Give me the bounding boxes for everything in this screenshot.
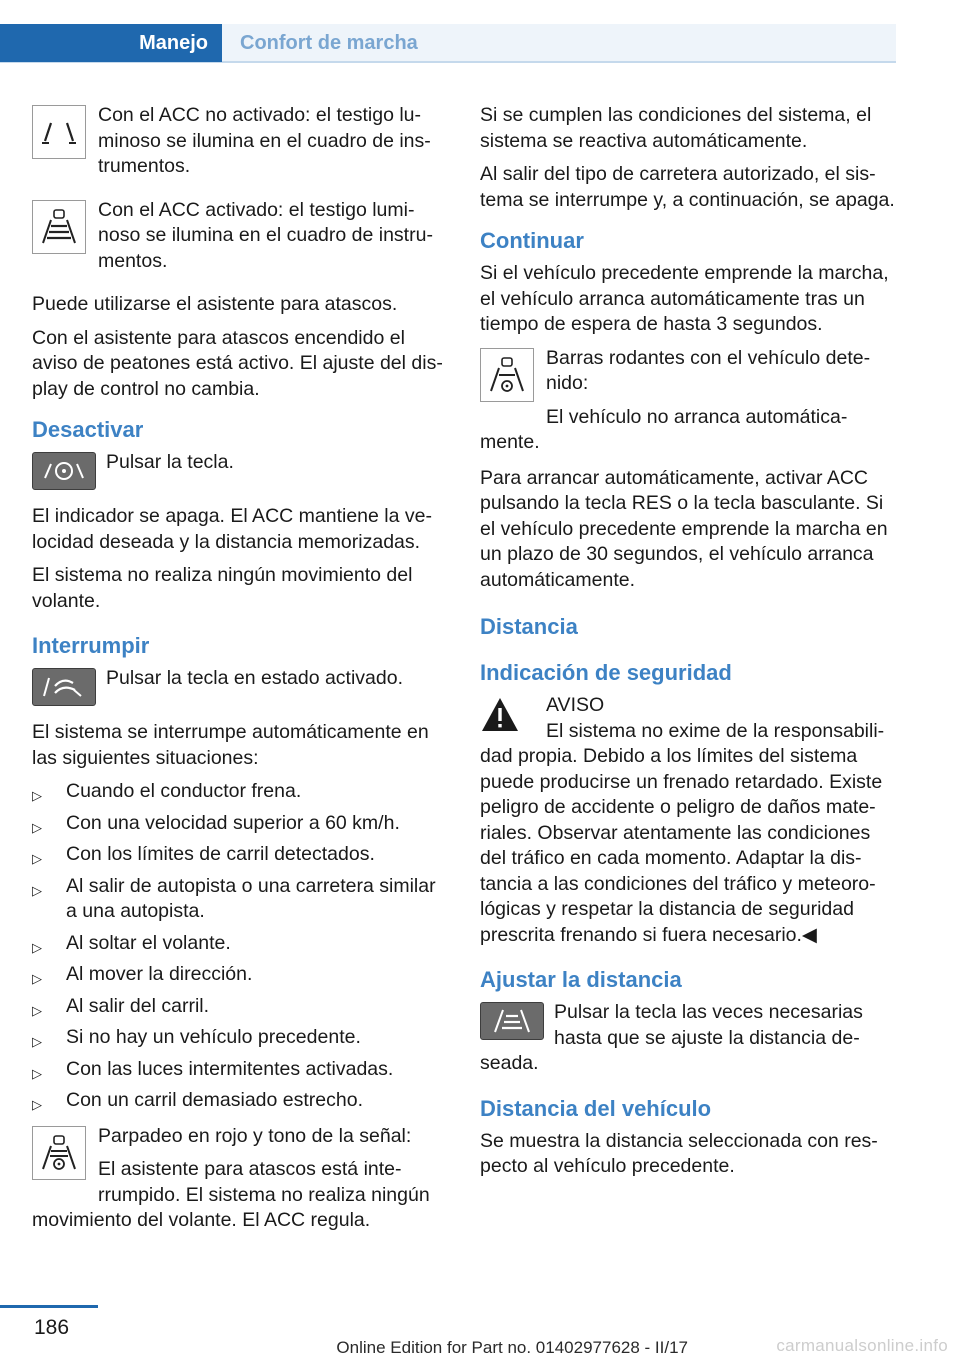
bullet-triangle-icon: ▷ <box>32 971 42 986</box>
list-item: ▷ Al salir de autopista o una carretera similar a una autopista. <box>32 874 436 922</box>
paragraph: Si se cumplen las condiciones del sistema, el sistema se reactiva automáticamente. <box>480 104 872 152</box>
acc-inactive-block <box>32 103 450 188</box>
interrumpir-text: Pulsar la tecla en estado activado. <box>106 667 404 689</box>
list-item: ▷ Al salir del carril. <box>32 994 450 1020</box>
tab-confort-de-marcha[interactable]: Confort de marcha <box>240 31 418 54</box>
heading-distancia-vehiculo: Distancia del vehículo <box>480 1095 712 1121</box>
desactivar-block <box>32 450 450 494</box>
paragraph: El indicador se apaga. El ACC mantiene la ve‐ locidad deseada y la distancia memorizadas. <box>32 505 432 553</box>
list-item: ▷ Si no hay un vehículo precedente. <box>32 1025 450 1051</box>
footer-accent-line <box>0 1305 98 1308</box>
list-item: ▷ Con las luces intermitentes activadas. <box>32 1057 450 1083</box>
paragraph: Para arrancar automáticamente, activar ACC pulsando la tecla RES o la tecla basculante. Si el vehículo precedente emprende la marcha en un plazo de 30 segundos, el vehículo arranca automáticamente. <box>480 466 888 591</box>
ajustar-block <box>480 1000 896 1077</box>
bullet-triangle-icon: ▷ <box>32 1002 42 1018</box>
rolling-bars-block <box>480 346 896 456</box>
heading-desactivar: Desactivar <box>32 417 144 442</box>
interrumpir-block <box>32 666 450 710</box>
acc-active-text: Con el ACC activado: el testigo lumi‐ noso se ilumina en el cuadro de instru‐ mentos. <box>98 198 433 272</box>
paragraph: Si el vehículo precedente emprende la marcha, el vehículo arranca automáticamente tras un tiempo de espera de hasta 3 segundos. <box>480 262 889 335</box>
paragraph: Puede utilizarse el asistente para atascos. <box>32 293 398 315</box>
right-column <box>480 103 896 1188</box>
rolling-bars-text: El vehículo no arranca automática‐ mente. <box>480 405 848 453</box>
heading-distancia: Distancia <box>480 614 578 639</box>
traffic-jam-assistant-icon <box>32 200 86 254</box>
warning-label: AVISO <box>546 694 605 716</box>
distance-button-icon <box>480 1002 544 1040</box>
bullet-triangle-icon: ▷ <box>32 1034 42 1049</box>
heading-continuar: Continuar <box>480 228 584 253</box>
edition-footer: Online Edition for Part no. 01402977628 - II/17 <box>336 1338 688 1357</box>
left-column <box>32 103 450 1244</box>
interruption-list <box>32 779 450 1114</box>
desactivar-text: Pulsar la tecla. <box>106 451 234 473</box>
rolling-bars-title: Barras rodantes con el vehículo dete‐ nido: <box>546 346 871 394</box>
tab-manejo[interactable]: Manejo <box>0 24 222 62</box>
paragraph: El sistema se interrumpe automáticamente en las siguientes situaciones: <box>32 721 429 769</box>
paragraph: Se muestra la distancia seleccionada con res‐ pecto al vehículo precedente. <box>480 1129 878 1177</box>
list-item: ▷ Con un carril demasiado estrecho. <box>32 1088 450 1114</box>
heading-ajustar-distancia: Ajustar la distancia <box>480 967 682 992</box>
warning-triangle-icon <box>480 695 520 735</box>
ajustar-text: Pulsar la tecla las veces necesarias hasta que se ajuste la distancia de‐ seada. <box>480 1001 863 1074</box>
safety-warning-block <box>480 693 896 948</box>
list-item: ▷ Al soltar el volante. <box>32 931 450 957</box>
heading-interrumpir: Interrumpir <box>32 633 150 658</box>
vehicle-stopped-icon <box>480 348 534 402</box>
lane-lines-icon <box>32 105 86 159</box>
acc-inactive-text: Con el ACC no activado: el testigo lu‐ minoso se ilumina en el cuadro de ins‐ trumentos. <box>98 104 431 177</box>
paragraph: Al salir del tipo de carretera autorizado, el sis‐ tema se interrumpe y, a continuación, se apaga. <box>480 163 895 211</box>
bullet-triangle-icon: ▷ <box>32 788 42 803</box>
list-item: ▷ Con los límites de carril detectados. <box>32 842 450 868</box>
page-number: 186 <box>34 1316 70 1339</box>
bullet-triangle-icon: ▷ <box>32 939 42 955</box>
watermark: carmanualsonline.info <box>776 1336 948 1355</box>
bullet-triangle-icon: ▷ <box>32 1065 42 1081</box>
bullet-triangle-icon: ▷ <box>32 882 42 898</box>
paragraph: El sistema no realiza ningún movimiento del volante. <box>32 564 413 612</box>
interrupted-block <box>32 1124 450 1234</box>
page-header <box>0 0 960 64</box>
paragraph: Con el asistente para atascos encendido el aviso de peatones está activo. El ajuste del dis‐ play de control no cambia. <box>32 326 443 400</box>
interrupted-title: Parpadeo en rojo y tono de la señal: <box>98 1124 412 1147</box>
steering-assist-button-icon <box>32 452 96 490</box>
list-item: ▷ Con una velocidad superior a 60 km/h. <box>32 811 450 837</box>
acc-active-block <box>32 198 450 283</box>
bullet-triangle-icon: ▷ <box>32 851 42 866</box>
list-item: ▷ Al mover la dirección. <box>32 962 450 988</box>
heading-indicacion-seguridad: Indicación de seguridad <box>480 660 732 685</box>
bullet-triangle-icon: ▷ <box>32 1097 42 1112</box>
list-item: ▷ Cuando el conductor frena. <box>32 779 450 805</box>
traffic-jam-interrupted-icon <box>32 1126 86 1180</box>
interrupt-button-icon <box>32 668 96 706</box>
interrupted-text: El asistente para atascos está inte‐ rrumpido. El sistema no realiza ningún movimiento del volante. El ACC regula. <box>32 1158 430 1231</box>
warning-text: El sistema no exime de la responsabili‐ dad propia. Debido a los límites del sistema puede producirse un frenado retardado. Existe peligro de accidente o peligro de daños mate‐ riales. Observar atentamente las condiciones del tráfico en cada momento. Adaptar la dis‐ tancia a las condiciones del tráfico y meteoro‐ lógicas y respetar la distancia de seguridad prescrita frenando si fuera necesario.◀ <box>480 719 885 946</box>
bullet-triangle-icon: ▷ <box>32 819 42 835</box>
